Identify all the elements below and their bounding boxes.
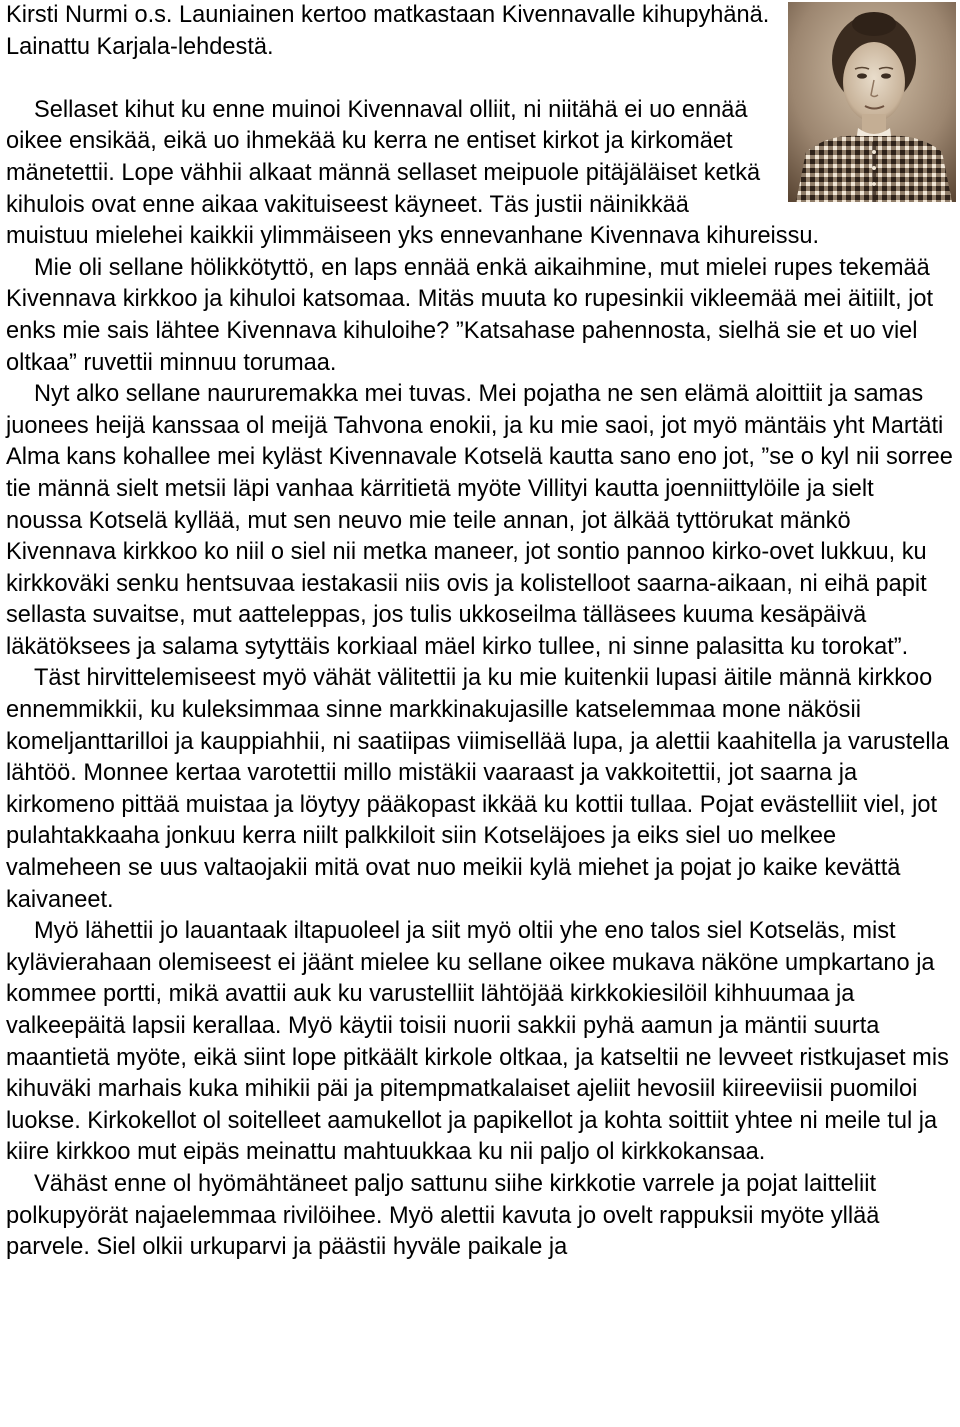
paragraph-2: Mie oli sellane hölikkötyttö, en laps ennää enkä aikaihmine, mut mielei rupes tekemää Kivennava kirkkoo ja kihuloi katsomaa. Mitäs muuta ko rupesinkii vikleemää mei äitiilt, jot enks mie sais lähtee Kivennava kihuloihe? ”Katsahase pahennosta, sielhä sie et uo viel oltkaa” ruvettii minnuu torumaa. [6,254,934,376]
paragraph-6: Vähäst enne ol hyömähtäneet paljo sattunu siihe kirkkotie varrele ja pojat laitteliit polkupyörät najaelemmaa rivilöihee. Myö alettii kavuta jo ovelt rappuksii myöte yllää parvele. Siel olkii urkuparvi ja päästii hyväle paikale ja [6,1170,880,1261]
paragraph-5: Myö lähettii jo lauantaak iltapuoleel ja siit myö oltii yhe eno talos siel Kotseläs, mist kylävierahaan olemiseest ei jäänt mielee ku sellane oikee mukava näköne umpkartano ja kommee portti, mikä avattii auk ku varustelliit lähtöjää kirkkokiesilöil kihhuumaa ja valkeepäitä lapsii kerallaa. Myö käytii toisii nuorii sakkii pyhä aamun ja mäntii suurta maantietä myöte, eikä siint lope pitkäält kirkole oltkaa, ja katseltii ne levveet ristkujaset mis kihuväki marhais kuka mihikii päi ja pitempmatkalaiset ajeliit hevosiil kiireeviisii puomiloi luokse. Kirkokellot ol soitelleet aamukellot ja papikellot ja kohta soittiit yhtee ni meile tul ja kiire kirkkoo mut eipäs meinattu mahtuukkaa ku nii paljo ol kirkkokansaa. [6,918,949,1166]
portrait-photo [788,2,956,202]
paragraph-1: Sellaset kihut ku enne muinoi Kivennaval olliit, ni niitähä ei uo ennää oikee ensikää, eikä uo ihmekää ku kerra ne entiset kirkot ja kirkomäet mänetettii. Lope vähhii alkaat männä sellaset meipuole pitäjäläiset ketkä kihulois ovat enne aikaa vakituiseest käyneet. Täs justii näinikkää muistuu mielehei kaikkii ylimmäiseen yks ennevanhane Kivennava kihureissu. [6,96,820,250]
intro-text: Kirsti Nurmi o.s. Launiainen kertoo matkastaan Kivennavalle kihupyhänä. Lainattu Karjala-lehdestä. [6,2,770,60]
portrait-photo-icon [788,2,956,202]
article [6,0,954,1264]
paragraph-3: Nyt alko sellane naururemakka mei tuvas. Mei pojatha ne sen elämä aloittiit ja samas juonees heijä kanssaa ol meijä Tahvona enokii, ja ku mie saoi, jot myö mäntäis yht Martäti Alma kans kohallee mei kyläst Kivennavale Kotselä kautta sano eno jot, ”se o kyl nii sorree tie männä sielt metsii läpi vanhaa kärritietä myöte Villityi kautta joenniittylöile ja sielt noussa Kotselä kyllää, mut sen neuvo mie teile annan, jot älkää tyttörukat mänkö Kivennava kirkkoo ko niil o siel nii metka maneer, jot sontio pannoo kirko-ovet lukkuu, ku kirkkoväki senku hentsuvaa iestakasii niis ovis ja kolistelloot saarna-aikaan, ni eihä papit sellasta suvaitse, mut aatteleppas, jos tulis ukkoseilma tälläsees kuuma kesäpäivä läkätöksees ja salama sytyttäis korkiaal mäel kirko tullee, ni sinne palasitta ku torokat”. [6,381,953,660]
paragraph-4: Täst hirvittelemiseest myö vähät välitettii ja ku mie kuitenkii lupasi äitile männä kirkkoo ennemmikkii, ku kuleksimmaa sinne markkinakujasille katselemmaa mone näkösii komeljanttarilloi ja kauppiahhii, ni saatiipas viimisellää lupa, ja alettii kaahitella ja varustella lähtöö. Monnee kertaa varotettii millo mistäkii vaaraast ja vakkoitettii, jot saarna ja kirkomeno pittää muistaa ja löytyy pääkopast ikkää ku kottii tullaa. Pojat evästelliit viel, jot pulahtakkaaha jonkuu kerra niilt palkkiloit siin Kotseläjoes ja eiks siel uo melkee valmeheen se uus valtaojakii mitä ovat nuo meikii kylä miehet ja pojat jo kaike kevättä kaivaneet. [6,665,949,913]
